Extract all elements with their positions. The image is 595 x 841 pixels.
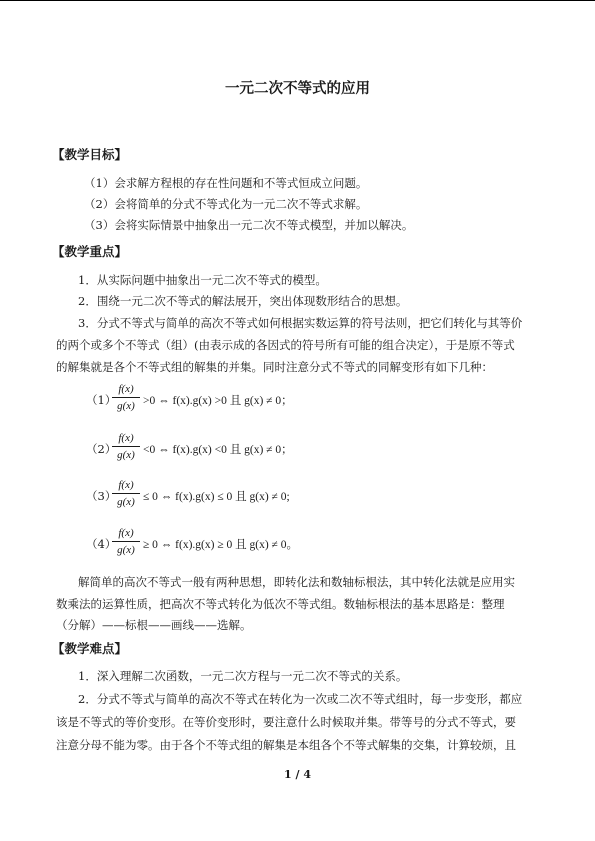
- fraction-numerator: f(x): [118, 383, 134, 395]
- fraction-denominator: g(x): [117, 400, 135, 412]
- formula-number: （2）: [86, 442, 117, 456]
- fraction: [112, 431, 140, 462]
- goal-item-2: （2）会将简单的分式不等式化为一元二次不等式求解。: [84, 197, 368, 211]
- method-para-line-3: （分解）——标根——画线——选解。: [56, 618, 252, 632]
- heading-goals: 【教学目标】: [52, 147, 128, 162]
- heading-difficulties: 【教学难点】: [52, 641, 128, 656]
- formula-number: （4）: [86, 537, 117, 551]
- fraction-bar: [112, 493, 140, 494]
- key-point-3-line-3: 的解集就是各个不等式组的解集的并集。同时注意分式不等式的同解变形有如下几种：: [56, 360, 493, 374]
- formula-condition: >0 ⇔ f(x).g(x) >0 且 g(x) ≠ 0；: [143, 395, 293, 407]
- top-border: [0, 0, 595, 1]
- fraction-denominator: g(x): [117, 544, 135, 556]
- fraction-denominator: g(x): [117, 449, 135, 461]
- difficulty-2-line-2: 该是不等式的等价变形。在等价变形时，要注意什么时候取并集。带等号的分式不等式，要: [56, 715, 516, 729]
- method-para-line-1: 解简单的高次不等式一般有两种思想，即转化法和数轴标根法，其中转化法就是应用实: [78, 575, 515, 589]
- key-point-3-line-2: 的两个或多个不等式（组）(由表示成的各因式的符号所有可能的组合决定），于是原不等式: [56, 338, 515, 352]
- formula-condition: <0 ⇔ f(x).g(x) <0 且 g(x) ≠ 0；: [143, 444, 293, 456]
- formula-condition: ≥ 0 ⇔ f(x).g(x) ≥ 0 且 g(x) ≠ 0。: [143, 539, 298, 551]
- page-title: 一元二次不等式的应用: [225, 81, 370, 97]
- page-number: 1 / 4: [284, 768, 311, 781]
- goal-item-1: （1）会求解方程根的存在性问题和不等式恒成立问题。: [84, 176, 368, 190]
- fraction-bar: [112, 446, 140, 447]
- fraction: [112, 526, 140, 557]
- fraction-numerator: f(x): [118, 432, 134, 444]
- key-point-3: 3．分式不等式与简单的高次不等式如何根据实数运算的符号法则，把它们转化与其等价: [78, 316, 523, 330]
- difficulty-1: 1．深入理解二次函数，一元二次方程与一元二次不等式的关系。: [78, 669, 408, 683]
- fraction: [112, 478, 140, 509]
- difficulty-2-line-3: 注意分母不能为零。由于各个不等式组的解集是本组各个不等式解集的交集，计算较烦，且: [56, 738, 516, 752]
- fraction-numerator: f(x): [118, 527, 134, 539]
- key-point-2: 2．围绕一元二次不等式的解法展开，突出体现数形结合的思想。: [78, 294, 408, 308]
- goal-item-3: （3）会将实际情景中抽象出一元二次不等式模型，并加以解决。: [84, 218, 414, 232]
- method-para-line-2: 数乘法的运算性质，把高次不等式转化为低次不等式组。数轴标根法的基本思路是：整理: [56, 597, 505, 611]
- fraction-bar: [112, 541, 140, 542]
- fraction-denominator: g(x): [117, 496, 135, 508]
- difficulty-2: 2．分式不等式与简单的高次不等式在转化为一次或二次不等式组时，每一步变形，都应: [78, 692, 523, 706]
- formula-number: （3）: [86, 489, 117, 503]
- formula-number: （1）: [86, 393, 117, 407]
- formula-condition: ≤ 0 ⇔ f(x).g(x) ≤ 0 且 g(x) ≠ 0;: [143, 491, 290, 503]
- fraction: [112, 382, 140, 413]
- fraction-bar: [112, 397, 140, 398]
- fraction-numerator: f(x): [118, 479, 134, 491]
- heading-key-points: 【教学重点】: [52, 244, 128, 259]
- key-point-1: 1．从实际问题中抽象出一元二次不等式的模型。: [78, 273, 327, 287]
